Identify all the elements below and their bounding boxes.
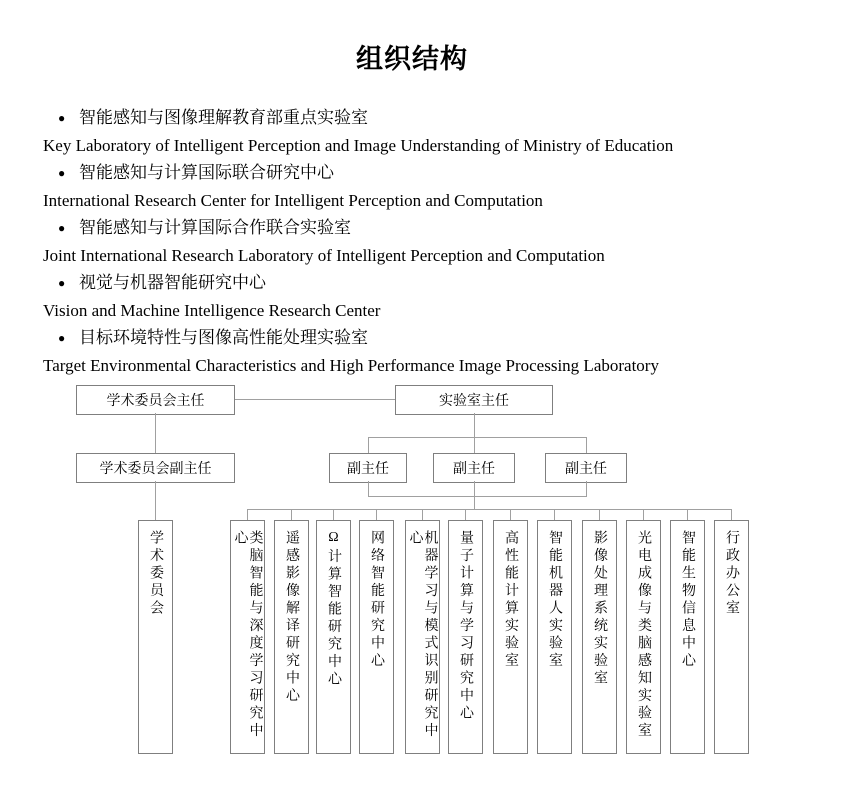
connector-line [333,509,334,520]
list-item-en: Vision and Machine Intelligence Research Center [43,301,381,320]
org-box-label: 副主任 [453,462,495,477]
org-box-label: 智能机器人实验室 [547,530,562,670]
org-box-department [493,520,528,754]
connector-line [291,509,292,520]
org-box-department [359,520,394,754]
connector-line [422,509,423,520]
connector-line [368,437,587,438]
org-box-department [448,520,483,754]
bullet-list [43,104,833,379]
org-box-label: 高性能计算实验室 [503,530,518,670]
connector-line [465,509,466,520]
org-box-department [714,520,749,754]
org-box-department [274,520,309,754]
org-box-label: 类脑智能与深度学习研究中心 [232,530,263,740]
org-box-label: 光电成像与类脑感知实验室 [636,530,651,740]
list-item-en: International Research Center for Intelligent Perception and Computation [43,191,543,210]
connector-line [687,509,688,520]
org-box-department [626,520,661,754]
bullet-icon: ● [58,111,66,125]
list-item [43,324,833,352]
list-item [43,159,833,187]
list-item-en: Target Environmental Characteristics and High Performance Image Processing Laboratory [43,356,659,375]
list-item-en: Key Laboratory of Intelligent Perception and Image Understanding of Ministry of Education [43,136,674,155]
bullet-icon: ● [58,276,66,290]
org-box-label: 网络智能研究中心 [369,530,384,670]
org-box-academic-director [76,385,235,415]
connector-line [235,399,395,400]
connector-line [368,481,369,496]
org-box-label: 学术委员会副主任 [99,462,212,477]
connector-line [376,509,377,520]
connector-line [643,509,644,520]
org-box-department [405,520,440,754]
org-box-label: 学术委员会 [148,530,163,618]
org-box-label: 实验室主任 [439,394,509,409]
org-box-label: 机器学习与模式识别研究中心 [407,530,438,740]
org-box-label: 遥感影像解译研究中心 [284,530,299,705]
list-item-zh: 智能感知与图像理解教育部重点实验室 [79,108,368,127]
connector-line [155,413,156,453]
org-box-label: 副主任 [347,462,389,477]
org-box-label: Ω计算智能研究中心 [326,530,341,689]
org-box-department [230,520,265,754]
org-box-label: 影像处理系统实验室 [592,530,607,688]
org-box-label: 行政办公室 [724,530,739,618]
org-box-lab-director [395,385,553,415]
org-box-deputy-director [329,453,407,483]
bullet-icon: ● [58,166,66,180]
connector-line [474,481,475,509]
connector-line [586,437,587,453]
org-box-label: 副主任 [565,462,607,477]
connector-line [599,509,600,520]
page-title: 组织结构 [356,44,468,75]
connector-line [247,509,248,520]
list-item-zh: 智能感知与计算国际合作联合实验室 [79,218,351,237]
bullet-icon: ● [58,331,66,345]
list-item [43,269,833,297]
org-box-department [582,520,617,754]
list-item-zh: 目标环境特性与图像高性能处理实验室 [79,328,368,347]
org-box-deputy-director [433,453,515,483]
connector-line [155,481,156,520]
org-box-label: 智能生物信息中心 [680,530,695,670]
list-item [43,104,833,132]
connector-line [554,509,555,520]
connector-line [474,413,475,453]
connector-line [247,509,732,510]
org-box-department [316,520,351,754]
org-box-department [670,520,705,754]
list-item-zh: 智能感知与计算国际联合研究中心 [79,163,334,182]
connector-line [368,437,369,453]
org-box-academic-committee [138,520,173,754]
bullet-icon: ● [58,221,66,235]
connector-line [586,481,587,496]
connector-line [731,509,732,520]
org-box-label: 学术委员会主任 [106,394,205,409]
org-box-label: 量子计算与学习研究中心 [458,530,473,723]
list-item-en: Joint International Research Laboratory of Intelligent Perception and Computation [43,246,605,265]
org-box-deputy-director [545,453,627,483]
list-item [43,214,833,242]
org-box-department [537,520,572,754]
org-box-academic-deputy-director [76,453,235,483]
connector-line [368,496,587,497]
list-item-zh: 视觉与机器智能研究中心 [79,273,266,292]
connector-line [510,509,511,520]
